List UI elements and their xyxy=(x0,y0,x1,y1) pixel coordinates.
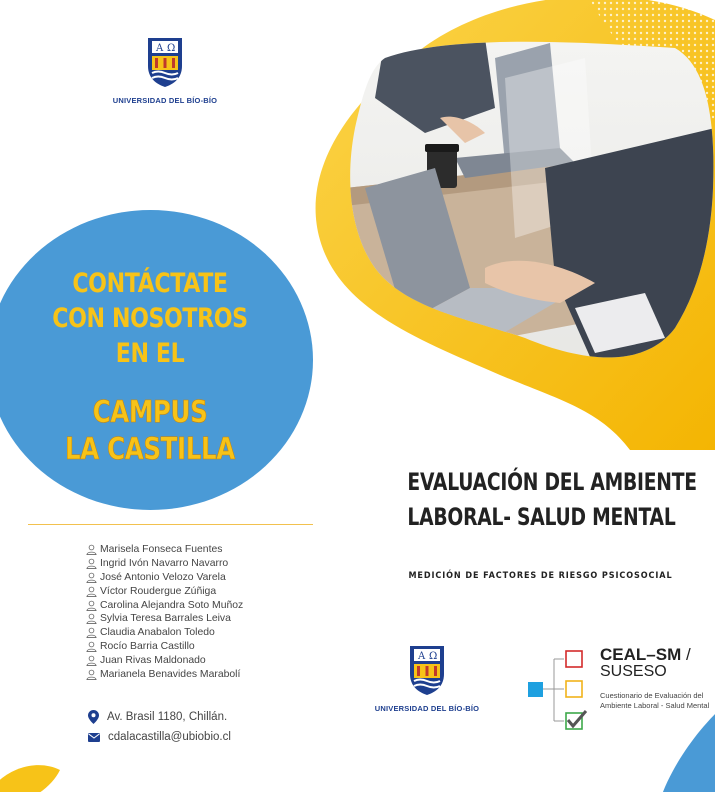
ceal-name: CEAL–SM xyxy=(600,645,682,664)
ceal-slash: / xyxy=(681,645,691,664)
ceal-org: SUSESO xyxy=(600,663,667,680)
list-item xyxy=(86,640,243,654)
person-outline-icon xyxy=(86,627,97,638)
envelope-icon xyxy=(88,733,100,742)
person-outline-icon xyxy=(86,641,97,652)
university-name: UNIVERSIDAD DEL BÍO-BÍO xyxy=(374,704,480,713)
team-list xyxy=(86,543,243,681)
svg-text:Ω: Ω xyxy=(429,651,438,662)
list-item xyxy=(86,557,243,571)
ceal-checkbox-graphic xyxy=(526,645,598,735)
list-item xyxy=(86,598,243,612)
bottom-left-blob-decoration xyxy=(0,760,90,792)
person-outline-icon xyxy=(86,558,97,569)
address-row xyxy=(88,710,227,724)
main-title-line1: EVALUACIÓN DEL AMBIENTE xyxy=(407,468,697,496)
section-divider xyxy=(28,524,313,525)
contact-heading-campus: CAMPUS xyxy=(92,395,208,430)
team-member-name: Claudia Anabalon Toledo xyxy=(100,627,215,639)
email-row xyxy=(88,731,231,743)
team-member-name: Juan Rivas Maldonado xyxy=(100,654,206,666)
list-item xyxy=(86,571,243,585)
university-name: UNIVERSIDAD DEL BÍO-BÍO xyxy=(112,96,218,105)
contact-heading-location: LA CASTILLA xyxy=(65,432,235,467)
subtitle: MEDICIÓN DE FACTORES DE RIESGO PSICOSOCIAL xyxy=(408,571,673,581)
person-outline-icon xyxy=(86,669,97,680)
team-member-name: José Antonio Velozo Varela xyxy=(100,571,226,583)
team-member-name: Marisela Fonseca Fuentes xyxy=(100,544,223,556)
list-item xyxy=(86,543,243,557)
university-logo-top xyxy=(100,36,230,105)
contact-heading-line3: EN EL xyxy=(115,338,185,369)
person-outline-icon xyxy=(86,655,97,666)
bottom-right-blob-decoration xyxy=(640,700,715,792)
team-member-name: Ingrid Ivón Navarro Navarro xyxy=(100,558,229,570)
contact-heading-line1: CONTÁCTATE xyxy=(72,268,228,299)
team-member-name: Marianela Benavides Marabolí xyxy=(100,668,241,680)
person-outline-icon xyxy=(86,600,97,611)
main-title-line2: LABORAL- SALUD MENTAL xyxy=(407,503,676,531)
contact-heading-line2: CON NOSOTROS xyxy=(52,303,248,334)
team-member-name: Rocío Barria Castillo xyxy=(100,640,195,652)
university-logo-bottom xyxy=(362,644,492,713)
svg-text:A: A xyxy=(418,651,426,662)
university-crest-icon xyxy=(146,36,184,88)
list-item xyxy=(86,653,243,667)
university-crest-icon xyxy=(408,644,446,696)
address-text: Av. Brasil 1180, Chillán. xyxy=(107,711,228,723)
person-outline-icon xyxy=(86,572,97,583)
email-link[interactable]: cdalacastilla@ubiobio.cl xyxy=(108,731,231,743)
list-item xyxy=(86,612,243,626)
person-outline-icon xyxy=(86,544,97,555)
location-pin-icon xyxy=(88,710,99,724)
team-member-name: Víctor Roudergue Zúñiga xyxy=(100,585,217,597)
team-member-name: Carolina Alejandra Soto Muñoz xyxy=(100,599,244,611)
list-item xyxy=(86,626,243,640)
team-member-name: Sylvia Teresa Barrales Leiva xyxy=(100,613,231,625)
ceal-title xyxy=(600,645,691,665)
list-item xyxy=(86,667,243,681)
svg-text:A: A xyxy=(156,43,164,54)
person-outline-icon xyxy=(86,613,97,624)
svg-text:Ω: Ω xyxy=(167,43,176,54)
list-item xyxy=(86,584,243,598)
office-photo xyxy=(345,38,715,368)
ceal-description: Cuestionario de Evaluación del Ambiente Laboral - Salud Mental xyxy=(600,691,710,710)
person-outline-icon xyxy=(86,586,97,597)
